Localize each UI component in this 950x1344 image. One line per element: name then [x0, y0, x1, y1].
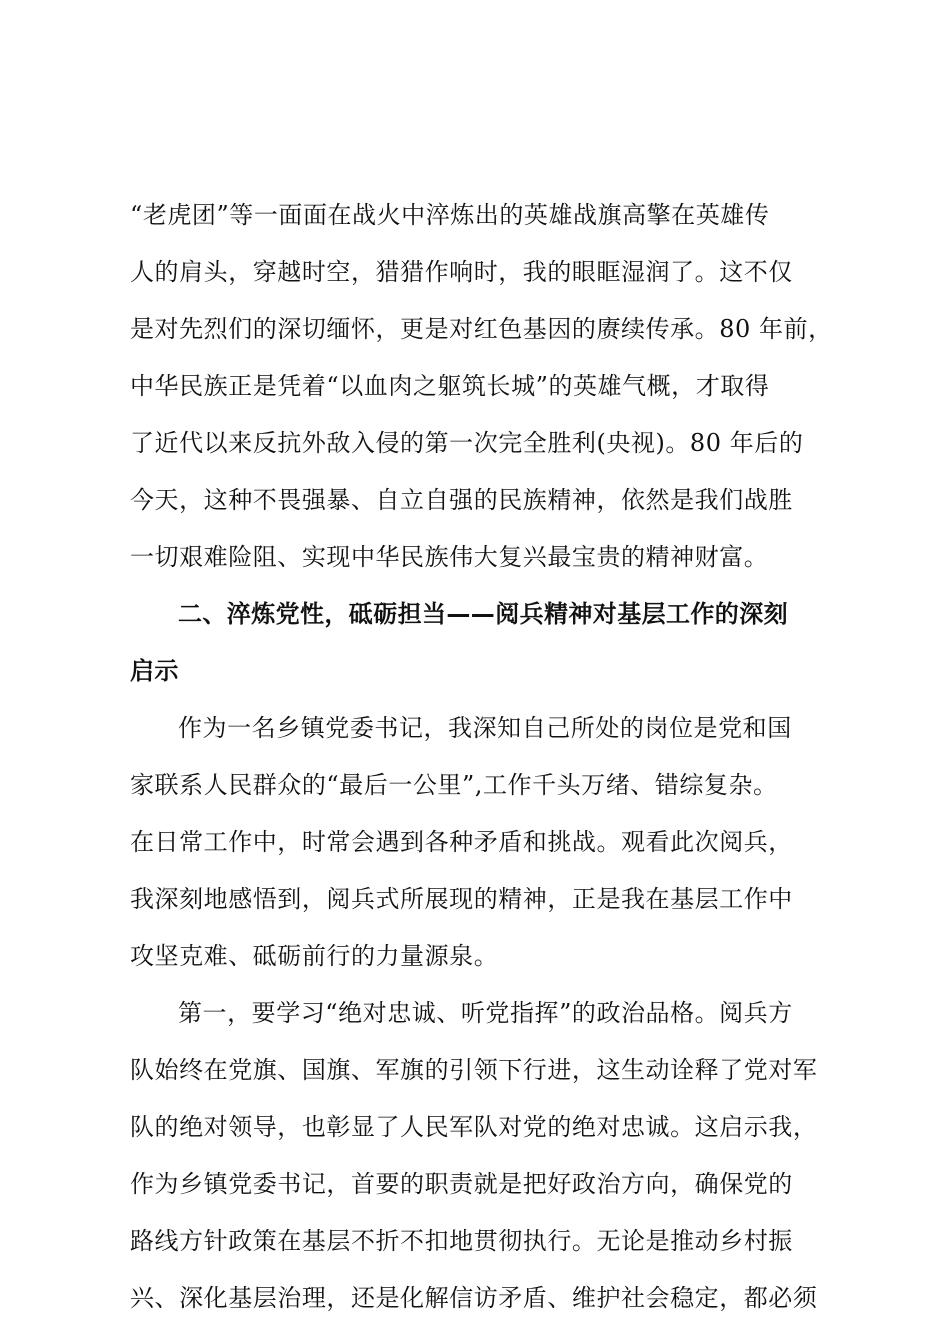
- paragraph-line: 了近代以来反抗外敌入侵的第一次完全胜利(央视)。80 年后的: [130, 429, 804, 457]
- paragraph-line: 是对先烈们的深切缅怀，更是对红色基因的赓续传承。80 年前，: [130, 315, 833, 343]
- paragraph-line: 家联系人民群众的“最后一公里”,工作千头万绪、错综复杂。: [130, 771, 778, 799]
- section-heading: [130, 586, 836, 700]
- heading-line: 启示: [130, 657, 179, 685]
- paragraph-2: [130, 700, 836, 985]
- paragraph-line: 攻坚克难、砥砺前行的力量源泉。: [130, 942, 499, 970]
- paragraph-line: 人的肩头，穿越时空，猎猎作响时，我的眼眶湿润了。这不仅: [130, 258, 793, 286]
- paragraph-line: 第一，要学习“绝对忠诚、听党指挥”的政治品格。阅兵方: [178, 999, 793, 1027]
- paragraph-line: “老虎团”等一面面在战火中淬炼出的英雄战旗高擎在英雄传: [130, 201, 770, 229]
- paragraph-3: [130, 985, 836, 1327]
- paragraph-line: 作为一名乡镇党委书记，我深知自己所处的岗位是党和国: [178, 714, 792, 742]
- paragraph-line: 在日常工作中，时常会遇到各种矛盾和挑战。观看此次阅兵，: [130, 828, 793, 856]
- paragraph-1: [130, 187, 836, 586]
- paragraph-line: 中华民族正是凭着“以血肉之躯筑长城”的英雄气概，才取得: [130, 372, 770, 400]
- heading-line: 二、淬炼党性，砥砺担当——阅兵精神对基层工作的深刻: [178, 600, 788, 628]
- paragraph-line: 队始终在党旗、国旗、军旗的引领下行进，这生动诠释了党对军: [130, 1056, 818, 1084]
- paragraph-line: 一切艰难险阻、实现中华民族伟大复兴最宝贵的精神财富。: [130, 543, 769, 571]
- paragraph-line: 队的绝对领导，也彰显了人民军队对党的绝对忠诚。这启示我，: [130, 1113, 818, 1141]
- paragraph-line: 今天，这种不畏强暴、自立自强的民族精神，依然是我们战胜: [130, 486, 793, 514]
- paragraph-line: 兴、深化基层治理，还是化解信访矛盾、维护社会稳定，都必须: [130, 1284, 818, 1312]
- document-body: [130, 187, 836, 1327]
- paragraph-line: 我深刻地感悟到，阅兵式所展现的精神，正是我在基层工作中: [130, 885, 793, 913]
- paragraph-line: 路线方针政策在基层不折不扣地贯彻执行。无论是推动乡村振: [130, 1227, 793, 1255]
- paragraph-line: 作为乡镇党委书记，首要的职责就是把好政治方向，确保党的: [130, 1170, 793, 1198]
